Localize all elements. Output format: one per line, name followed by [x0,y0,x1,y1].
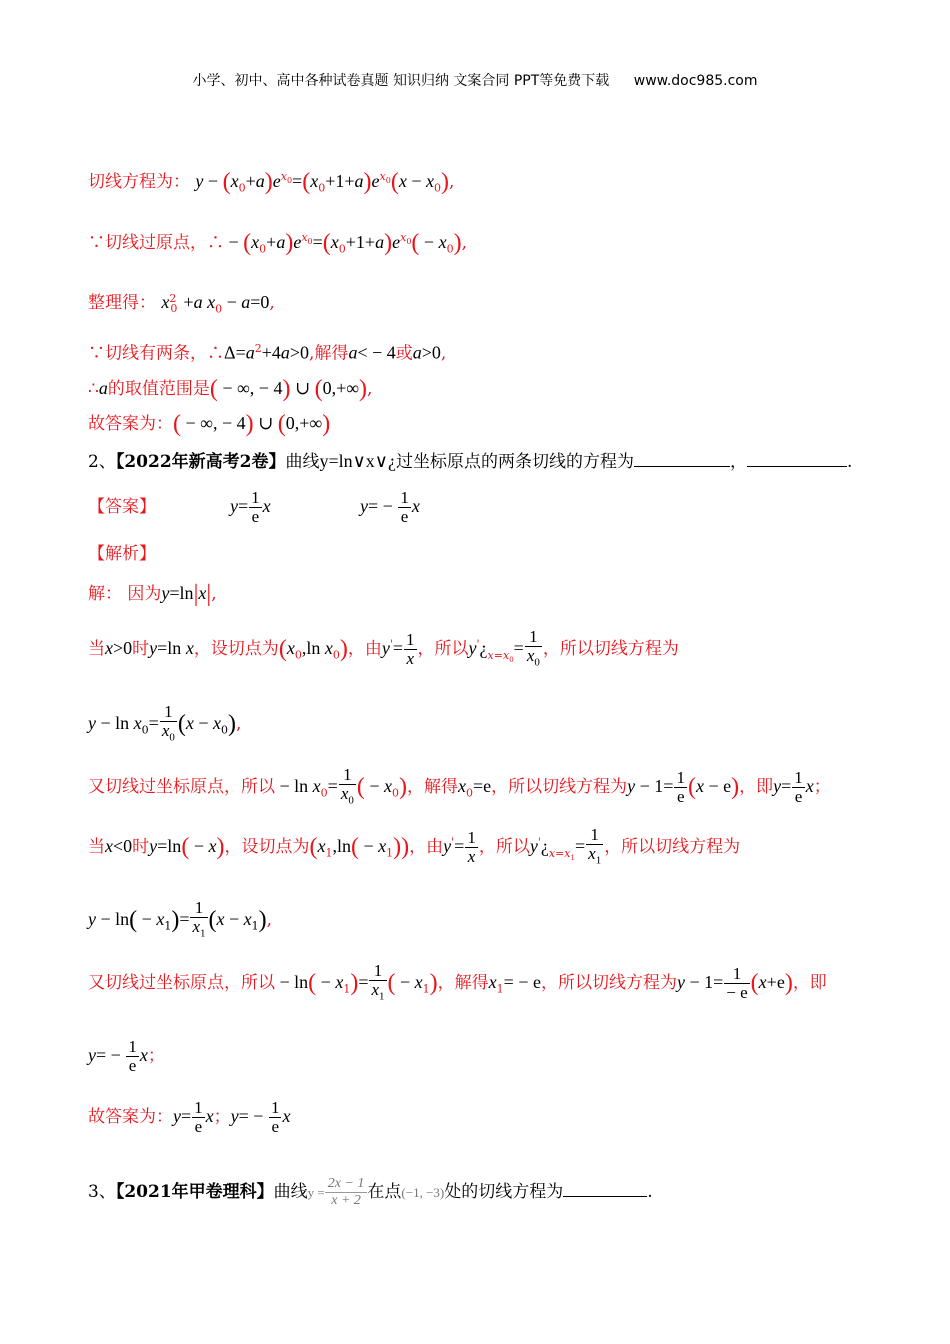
negative-case-line: 当x<0时y=ln( − x)，设切点为$(x_1,\ln( - x_1))$，由y'= $\frac{1}{x}$ ，所以$y'¿_{x=x_1}=$ $\frac{1}{x_1}$ ，所以切线方程为 [88,826,740,869]
two-tangents-line: ∵切线有两条，$\therefore\Delta=a^2+4a>0$,解得a< − 4或a>0, [88,342,447,364]
positive-solve-line: 又切线过坐标原点，所以 − $\ln x_0=$ $\frac{1}{x_0}$ ( − $x_0$)，解得$x_0=e$，所以切线方程为y − 1= $\frac{1}{e}$ (x − e)，即y= $\frac{1}{e}$ x； [88,766,831,809]
q3-source: 【2021年甲卷理科】 [115,1182,274,1202]
answer-formula-1: y= $\frac{1}{e}$ x [230,488,271,526]
solution-intro: 解： 因为y=ln|x|, [88,581,217,607]
answer-blank-3[interactable] [563,1184,647,1197]
q2-source: 【2022年新高考2卷】 [115,452,286,472]
answer-blank-2[interactable] [747,454,847,467]
page-header [0,70,950,90]
negative-result-line: y= − $\frac{1}{e}$ x； [88,1037,165,1075]
q2-stem: 2、【2022年新高考2卷】曲线y=ln∨x∨¿过坐标原点的两条切线的方程为 ， . [88,451,853,472]
through-origin-line: ∵切线过原点，∴ − $(x_0+a)e^{x_0}=(x_0+1+a)e^{x_0}( - x_0)$, [88,230,467,256]
simplify-line: 整理得： $x_{20} +a$ $x_0 - a=0$, [88,292,275,316]
tangent-equation-line: 切线方程为： $y - (x_0+a)e^{x_0}=(x_0+1+a)e^{x_0}(x - x_0)$, [88,169,455,195]
negative-solve-line: 又切线过坐标原点，所以 − $\ln( - x_1)=$ $\frac{1}{x_1}$ ( − $x_1$)，解得$x_1= - e$，所以切线方程为y − 1= $\frac{1}{- e}$ (x+e)，即 [88,962,827,1005]
q1-answer-line: 故答案为：( − ∞, − 4) ∪ (0,+∞) [88,411,331,437]
q3-stem: 3、【2021年甲卷理科】曲线y = $\frac{2x - 1}{x + 2}$ 在点(−1, −3)处的切线方程为 . [88,1176,653,1208]
tangent-eq-negative: $y - \ln( - x_1)=$ $\frac{1}{x_1}$ $(x - x_1)$, [88,899,272,942]
tangent-eq-positive: $y - \ln x_0=$ $\frac{1}{x_0}$ $(x - x_0)$, [88,703,241,746]
answer-tag: 【答案】 [88,497,156,517]
header-url[interactable]: www.doc985.com [633,73,758,89]
q2-final-answer: 故答案为：y= $\frac{1}{e}$ x；y= − $\frac{1}{e}$ x [88,1098,291,1136]
q3-function-fraction: $\frac{2x - 1}{x + 2}$ [325,1176,368,1209]
range-line: ∴a的取值范围是( − ∞, − 4) ∪ (0,+∞), [88,376,373,402]
answer-blank-1[interactable] [634,454,730,467]
header-text: 小学、初中、高中各种试卷真题 知识归纳 文案合同 PPT等免费下载 [192,73,610,89]
positive-case-line: 当x>0时y=ln x，设切点为($x_0,\ln$ $x_0$)，由y'= $\frac{1}{x}$ ，所以$y'¿_{x=x_0}=$ $\frac{1}{x_0}$ ，所以切线方程为 [88,628,679,671]
analysis-tag: 【解析】 [88,544,156,564]
q2-answer-row [88,488,420,526]
answer-formula-2: y= − $\frac{1}{e}$ x [360,488,420,526]
